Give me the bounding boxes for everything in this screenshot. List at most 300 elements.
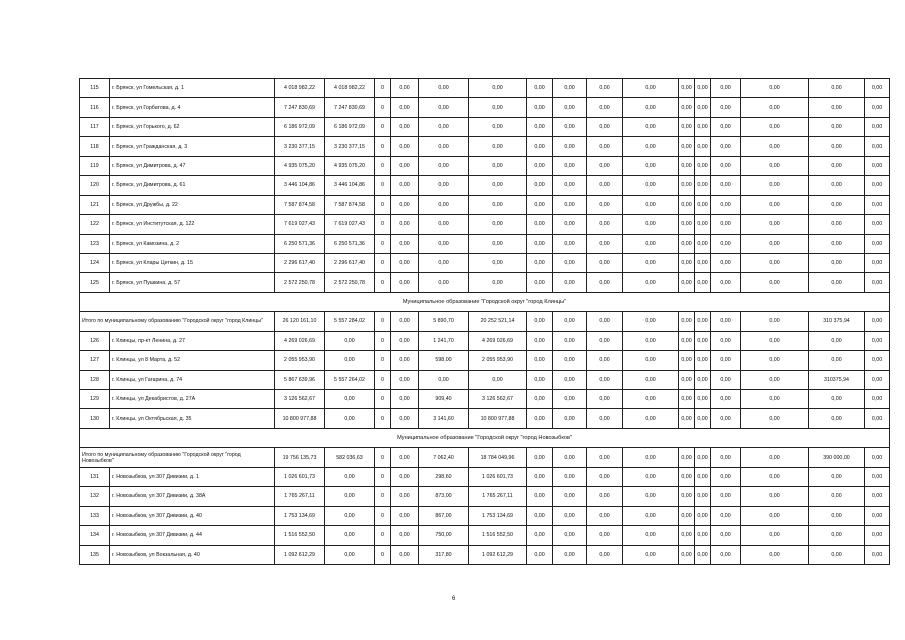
table-row — [80, 545, 890, 564]
amount-cell: 310 375,94 — [809, 312, 865, 331]
amount-cell: 0,00 — [865, 506, 890, 525]
amount-cell: 3 141,60 — [419, 409, 469, 428]
row-number: 132 — [80, 487, 110, 506]
amount-cell: 0 — [375, 273, 391, 292]
amount-cell: 0,00 — [809, 137, 865, 156]
amount-cell: 0,00 — [419, 273, 469, 292]
amount-cell: 3 446 104,86 — [325, 176, 375, 195]
amount-cell: 3 126 562,67 — [469, 390, 527, 409]
amount-cell: 0,00 — [695, 273, 711, 292]
table-row — [80, 137, 890, 156]
address-cell: г. Новозыбков, ул 307 Дивизии, д. 44 — [110, 526, 275, 545]
amount-cell: 0,00 — [623, 506, 679, 525]
amount-cell: 0,00 — [553, 234, 587, 253]
amount-cell: 0,00 — [587, 467, 623, 486]
amount-cell: 0,00 — [679, 195, 695, 214]
amount-cell: 0,00 — [865, 176, 890, 195]
table-row — [80, 195, 890, 214]
amount-cell: 0,00 — [741, 409, 809, 428]
amount-cell: 0,00 — [623, 467, 679, 486]
address-cell: г. Брянск, ул Гомельская, д. 1 — [110, 79, 275, 98]
amount-cell: 0,00 — [623, 195, 679, 214]
amount-cell: 0,00 — [587, 390, 623, 409]
amount-cell: 0,00 — [623, 215, 679, 234]
amount-cell: 0,00 — [809, 156, 865, 175]
amount-cell: 0,00 — [741, 117, 809, 136]
row-number: 123 — [80, 234, 110, 253]
amount-cell: 10 800 977,88 — [275, 409, 325, 428]
amount-cell: 0,00 — [865, 370, 890, 389]
address-cell: г. Новозыбков, ул Вокзальная, д. 40 — [110, 545, 275, 564]
amount-cell: 1 026 601,73 — [469, 467, 527, 486]
amount-cell: 0,00 — [741, 390, 809, 409]
amount-cell: 0,00 — [695, 137, 711, 156]
address-cell: г. Клинцы, ул Декабристов, д. 27А — [110, 390, 275, 409]
register-table — [79, 78, 890, 565]
amount-cell: 0,00 — [391, 390, 419, 409]
amount-cell: 0,00 — [391, 448, 419, 467]
subtotal-label: Итого по муниципальному образованию "Городской округ "город Клинцы" — [80, 312, 275, 331]
amount-cell: 0,00 — [469, 79, 527, 98]
amount-cell: 0,00 — [527, 331, 553, 350]
amount-cell: 0,00 — [623, 137, 679, 156]
amount-cell: 0,00 — [623, 273, 679, 292]
table-row — [80, 156, 890, 175]
amount-cell: 0,00 — [695, 331, 711, 350]
amount-cell: 0,00 — [741, 370, 809, 389]
amount-cell: 0,00 — [809, 545, 865, 564]
amount-cell: 0,00 — [553, 312, 587, 331]
amount-cell: 0,00 — [679, 467, 695, 486]
amount-cell: 0,00 — [809, 526, 865, 545]
row-number: 118 — [80, 137, 110, 156]
amount-cell: 0,00 — [711, 351, 741, 370]
amount-cell: 0,00 — [527, 545, 553, 564]
amount-cell: 0,00 — [679, 312, 695, 331]
amount-cell: 0,00 — [711, 331, 741, 350]
amount-cell: 0,00 — [679, 545, 695, 564]
amount-cell: 7 062,40 — [419, 448, 469, 467]
amount-cell: 0,00 — [695, 79, 711, 98]
amount-cell: 0,00 — [695, 195, 711, 214]
amount-cell: 0,00 — [587, 331, 623, 350]
amount-cell: 1 092 612,29 — [275, 545, 325, 564]
row-number: 117 — [80, 117, 110, 136]
amount-cell: 0,00 — [741, 448, 809, 467]
amount-cell: 0,00 — [623, 312, 679, 331]
amount-cell: 26 120 161,10 — [275, 312, 325, 331]
amount-cell: 0,00 — [553, 545, 587, 564]
amount-cell: 0,00 — [469, 253, 527, 272]
amount-cell: 0,00 — [711, 79, 741, 98]
amount-cell: 0,00 — [679, 176, 695, 195]
amount-cell: 0,00 — [391, 117, 419, 136]
row-number: 133 — [80, 506, 110, 525]
amount-cell: 0,00 — [553, 215, 587, 234]
amount-cell: 0,00 — [419, 137, 469, 156]
table-row — [80, 117, 890, 136]
amount-cell: 0,00 — [587, 273, 623, 292]
amount-cell: 0,00 — [623, 390, 679, 409]
amount-cell: 6 186 972,09 — [325, 117, 375, 136]
amount-cell: 0,00 — [695, 448, 711, 467]
amount-cell: 6 250 571,36 — [325, 234, 375, 253]
amount-cell: 0,00 — [711, 176, 741, 195]
amount-cell: 0,00 — [711, 467, 741, 486]
amount-cell: 0,00 — [553, 351, 587, 370]
amount-cell: 0,00 — [623, 117, 679, 136]
amount-cell: 0,00 — [695, 545, 711, 564]
amount-cell: 19 756 135,73 — [275, 448, 325, 467]
amount-cell: 0 — [375, 156, 391, 175]
amount-cell: 0,00 — [587, 195, 623, 214]
amount-cell: 1 753 134,69 — [469, 506, 527, 525]
amount-cell: 0,00 — [325, 526, 375, 545]
amount-cell: 2 055 953,90 — [469, 351, 527, 370]
amount-cell: 0 — [375, 312, 391, 331]
amount-cell: 0,00 — [865, 98, 890, 117]
table-row — [80, 370, 890, 389]
amount-cell: 7 247 830,69 — [275, 98, 325, 117]
amount-cell: 0,00 — [695, 156, 711, 175]
amount-cell: 0,00 — [419, 370, 469, 389]
amount-cell: 0,00 — [711, 506, 741, 525]
amount-cell: 0,00 — [325, 351, 375, 370]
amount-cell: 0,00 — [527, 117, 553, 136]
table-row — [80, 526, 890, 545]
amount-cell: 0,00 — [469, 137, 527, 156]
amount-cell: 0,00 — [809, 98, 865, 117]
amount-cell: 0,00 — [623, 370, 679, 389]
amount-cell: 7 247 830,69 — [325, 98, 375, 117]
amount-cell: 0,00 — [741, 195, 809, 214]
amount-cell: 0,00 — [741, 545, 809, 564]
amount-cell: 0,00 — [587, 351, 623, 370]
subtotal-row — [80, 448, 890, 467]
amount-cell: 0,00 — [527, 273, 553, 292]
amount-cell: 0,00 — [391, 137, 419, 156]
amount-cell: 0,00 — [679, 409, 695, 428]
amount-cell: 0 — [375, 409, 391, 428]
amount-cell: 0,00 — [865, 467, 890, 486]
amount-cell: 0,00 — [679, 79, 695, 98]
address-cell: г. Клинцы, ул 8 Марта, д. 52 — [110, 351, 275, 370]
amount-cell: 0,00 — [741, 137, 809, 156]
amount-cell: 1 516 552,50 — [469, 526, 527, 545]
amount-cell: 0,00 — [527, 98, 553, 117]
amount-cell: 0,00 — [553, 390, 587, 409]
row-number: 125 — [80, 273, 110, 292]
amount-cell: 0,00 — [419, 234, 469, 253]
amount-cell: 0,00 — [809, 331, 865, 350]
amount-cell: 0,00 — [695, 98, 711, 117]
section-header-row — [80, 292, 890, 311]
amount-cell: 0,00 — [391, 545, 419, 564]
amount-cell: 0,00 — [623, 487, 679, 506]
amount-cell: 0,00 — [587, 98, 623, 117]
amount-cell: 0,00 — [527, 487, 553, 506]
section-title: Муниципальное образование "Городской округ "город Клинцы" — [80, 292, 890, 311]
amount-cell: 0,00 — [527, 467, 553, 486]
table-row — [80, 98, 890, 117]
amount-cell: 0,00 — [623, 331, 679, 350]
amount-cell: 18 784 049,96 — [469, 448, 527, 467]
amount-cell: 0,00 — [553, 526, 587, 545]
amount-cell: 6 250 571,36 — [275, 234, 325, 253]
amount-cell: 6 186 972,09 — [275, 117, 325, 136]
table-row — [80, 351, 890, 370]
amount-cell: 0,00 — [587, 215, 623, 234]
amount-cell: 10 800 977,88 — [469, 409, 527, 428]
amount-cell: 1 241,70 — [419, 331, 469, 350]
amount-cell: 0,00 — [711, 526, 741, 545]
amount-cell: 0,00 — [587, 409, 623, 428]
address-cell: г. Брянск, ул Горбатова, д. 4 — [110, 98, 275, 117]
amount-cell: 0 — [375, 253, 391, 272]
address-cell: г. Новозыбков, ул 307 Дивизии, д. 1 — [110, 467, 275, 486]
table-row — [80, 253, 890, 272]
address-cell: г. Брянск, ул Пушкина, д. 57 — [110, 273, 275, 292]
amount-cell: 0,00 — [865, 448, 890, 467]
amount-cell: 0,00 — [553, 156, 587, 175]
amount-cell: 582 036,63 — [325, 448, 375, 467]
amount-cell: 0,00 — [587, 253, 623, 272]
amount-cell: 0,00 — [865, 351, 890, 370]
amount-cell: 0,00 — [865, 545, 890, 564]
amount-cell: 0,00 — [553, 467, 587, 486]
amount-cell: 0,00 — [711, 117, 741, 136]
amount-cell: 0,00 — [623, 156, 679, 175]
amount-cell: 0,00 — [391, 195, 419, 214]
amount-cell: 0,00 — [325, 409, 375, 428]
row-number: 131 — [80, 467, 110, 486]
amount-cell: 0 — [375, 117, 391, 136]
amount-cell: 0,00 — [623, 176, 679, 195]
amount-cell: 0,00 — [391, 156, 419, 175]
address-cell: г. Брянск, ул Димитрова, д. 61 — [110, 176, 275, 195]
amount-cell: 0,00 — [527, 137, 553, 156]
amount-cell: 0,00 — [469, 370, 527, 389]
amount-cell: 0,00 — [553, 79, 587, 98]
amount-cell: 0 — [375, 467, 391, 486]
amount-cell: 0,00 — [865, 156, 890, 175]
amount-cell: 0,00 — [527, 176, 553, 195]
amount-cell: 0,00 — [695, 526, 711, 545]
amount-cell: 0,00 — [865, 409, 890, 428]
amount-cell: 0,00 — [587, 156, 623, 175]
amount-cell: 20 252 521,14 — [469, 312, 527, 331]
subtotal-label: Итого по муниципальному образованию "Городской округ "город Новозыбков" — [80, 448, 275, 467]
amount-cell: 0,00 — [587, 487, 623, 506]
amount-cell: 0,00 — [469, 273, 527, 292]
page-number: 6 — [452, 596, 456, 602]
amount-cell: 0,00 — [553, 137, 587, 156]
amount-cell: 0,00 — [679, 506, 695, 525]
amount-cell: 0,00 — [741, 253, 809, 272]
amount-cell: 0,00 — [553, 448, 587, 467]
amount-cell: 5 867 639,96 — [275, 370, 325, 389]
amount-cell: 0,00 — [623, 409, 679, 428]
amount-cell: 0,00 — [865, 215, 890, 234]
amount-cell: 0,00 — [679, 234, 695, 253]
amount-cell: 0,00 — [741, 467, 809, 486]
address-cell: г. Брянск, ул Димитрова, д. 47 — [110, 156, 275, 175]
address-cell: г. Новозыбков, ул 307 Дивизии, д. 38А — [110, 487, 275, 506]
amount-cell: 0 — [375, 176, 391, 195]
amount-cell: 5 557 284,02 — [325, 312, 375, 331]
subtotal-row — [80, 312, 890, 331]
table-row — [80, 273, 890, 292]
amount-cell: 1 516 552,50 — [275, 526, 325, 545]
amount-cell: 0,00 — [623, 98, 679, 117]
amount-cell: 0,00 — [325, 506, 375, 525]
amount-cell: 1 753 134,69 — [275, 506, 325, 525]
amount-cell: 0,00 — [865, 195, 890, 214]
amount-cell: 0,00 — [325, 487, 375, 506]
amount-cell: 0,00 — [469, 195, 527, 214]
amount-cell: 0 — [375, 351, 391, 370]
amount-cell: 0,00 — [527, 156, 553, 175]
row-number: 129 — [80, 390, 110, 409]
amount-cell: 0,00 — [809, 253, 865, 272]
amount-cell: 867,00 — [419, 506, 469, 525]
amount-cell: 0 — [375, 79, 391, 98]
amount-cell: 0,00 — [553, 273, 587, 292]
amount-cell: 0,00 — [391, 351, 419, 370]
amount-cell: 0,00 — [865, 273, 890, 292]
amount-cell: 7 587 874,58 — [325, 195, 375, 214]
amount-cell: 0,00 — [527, 215, 553, 234]
amount-cell: 0,00 — [553, 253, 587, 272]
amount-cell: 0,00 — [695, 312, 711, 331]
amount-cell: 0,00 — [469, 176, 527, 195]
amount-cell: 1 765 267,11 — [275, 487, 325, 506]
amount-cell: 0,00 — [695, 467, 711, 486]
amount-cell: 5 557 264,02 — [325, 370, 375, 389]
amount-cell: 0,00 — [809, 409, 865, 428]
amount-cell: 0,00 — [391, 98, 419, 117]
amount-cell: 0,00 — [679, 351, 695, 370]
amount-cell: 0,00 — [711, 390, 741, 409]
address-cell: г. Брянск, ул Клары Цеткин, д. 15 — [110, 253, 275, 272]
amount-cell: 0,00 — [741, 176, 809, 195]
amount-cell: 1 026 601,73 — [275, 467, 325, 486]
amount-cell: 3 230 377,15 — [275, 137, 325, 156]
amount-cell: 0,00 — [711, 234, 741, 253]
amount-cell: 298,60 — [419, 467, 469, 486]
amount-cell: 0,00 — [587, 448, 623, 467]
amount-cell: 0,00 — [419, 79, 469, 98]
row-number: 128 — [80, 370, 110, 389]
amount-cell: 4 935 075,20 — [275, 156, 325, 175]
table-row — [80, 409, 890, 428]
amount-cell: 0,00 — [679, 253, 695, 272]
amount-cell: 0,00 — [623, 351, 679, 370]
amount-cell: 317,80 — [419, 545, 469, 564]
amount-cell: 0,00 — [587, 176, 623, 195]
amount-cell: 0,00 — [711, 409, 741, 428]
table-row — [80, 234, 890, 253]
amount-cell: 0 — [375, 370, 391, 389]
amount-cell: 2 296 617,40 — [275, 253, 325, 272]
amount-cell: 0,00 — [469, 234, 527, 253]
amount-cell: 0,00 — [741, 526, 809, 545]
row-number: 121 — [80, 195, 110, 214]
amount-cell: 0,00 — [587, 506, 623, 525]
amount-cell: 0,00 — [679, 98, 695, 117]
amount-cell: 0,00 — [741, 331, 809, 350]
amount-cell: 0,00 — [391, 253, 419, 272]
row-number: 127 — [80, 351, 110, 370]
amount-cell: 4 018 982,22 — [275, 79, 325, 98]
amount-cell: 0,00 — [325, 331, 375, 350]
table-row — [80, 390, 890, 409]
amount-cell: 0,00 — [809, 195, 865, 214]
amount-cell: 0,00 — [809, 176, 865, 195]
amount-cell: 0,00 — [809, 273, 865, 292]
amount-cell: 0,00 — [679, 156, 695, 175]
amount-cell: 0 — [375, 448, 391, 467]
amount-cell: 0,00 — [865, 79, 890, 98]
amount-cell: 2 572 250,78 — [325, 273, 375, 292]
amount-cell: 0,00 — [711, 273, 741, 292]
amount-cell: 0,00 — [527, 448, 553, 467]
amount-cell: 0,00 — [553, 176, 587, 195]
amount-cell: 0,00 — [711, 215, 741, 234]
amount-cell: 0,00 — [695, 390, 711, 409]
amount-cell: 0,00 — [527, 253, 553, 272]
amount-cell: 0 — [375, 215, 391, 234]
amount-cell: 0,00 — [695, 117, 711, 136]
amount-cell: 0,00 — [711, 545, 741, 564]
row-number: 115 — [80, 79, 110, 98]
amount-cell: 0,00 — [741, 215, 809, 234]
amount-cell: 0,00 — [865, 312, 890, 331]
address-cell: г. Брянск, ул Горького, д. 62 — [110, 117, 275, 136]
amount-cell: 0,00 — [527, 312, 553, 331]
amount-cell: 5 890,70 — [419, 312, 469, 331]
amount-cell: 0,00 — [587, 312, 623, 331]
amount-cell: 0,00 — [809, 79, 865, 98]
amount-cell: 0,00 — [527, 351, 553, 370]
amount-cell: 0,00 — [741, 487, 809, 506]
amount-cell: 0 — [375, 487, 391, 506]
amount-cell: 0,00 — [553, 98, 587, 117]
amount-cell: 0,00 — [865, 487, 890, 506]
amount-cell: 0,00 — [695, 253, 711, 272]
amount-cell: 598,00 — [419, 351, 469, 370]
amount-cell: 0 — [375, 390, 391, 409]
amount-cell: 0,00 — [741, 351, 809, 370]
amount-cell: 0,00 — [587, 370, 623, 389]
amount-cell: 0,00 — [809, 351, 865, 370]
amount-cell: 0,00 — [679, 448, 695, 467]
amount-cell: 0 — [375, 137, 391, 156]
amount-cell: 0,00 — [391, 487, 419, 506]
section-header-row — [80, 428, 890, 447]
row-number: 116 — [80, 98, 110, 117]
amount-cell: 0,00 — [679, 370, 695, 389]
amount-cell: 0,00 — [391, 331, 419, 350]
amount-cell: 0,00 — [865, 253, 890, 272]
amount-cell: 0,00 — [325, 467, 375, 486]
table-row — [80, 176, 890, 195]
amount-cell: 0,00 — [469, 215, 527, 234]
amount-cell: 2 572 250,78 — [275, 273, 325, 292]
amount-cell: 0,00 — [419, 117, 469, 136]
amount-cell: 0,00 — [419, 98, 469, 117]
amount-cell: 0,00 — [809, 215, 865, 234]
